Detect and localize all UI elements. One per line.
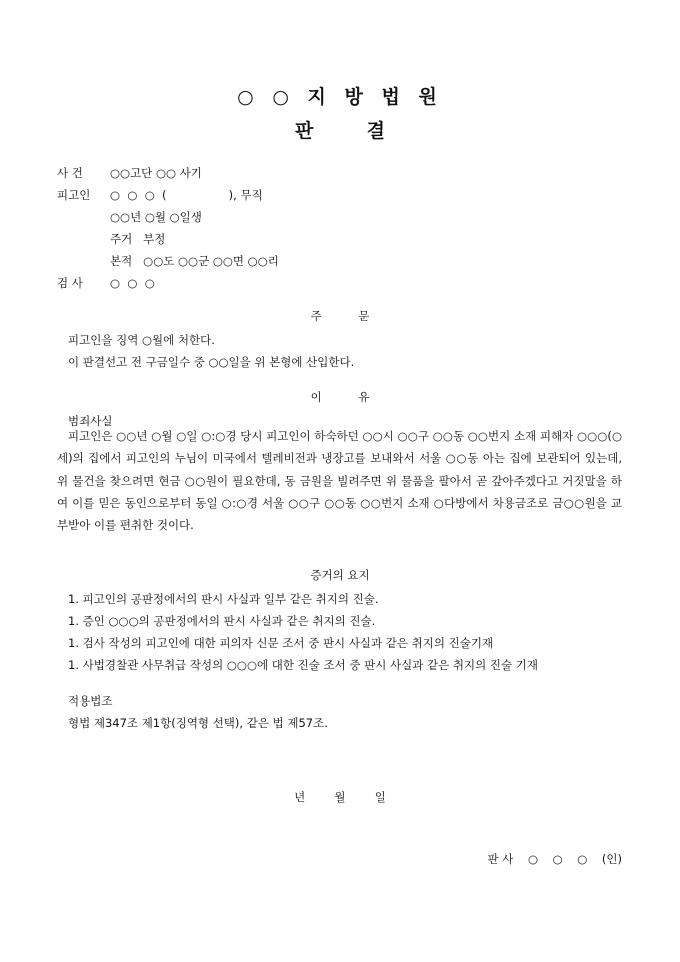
defendant-residence: 주거 부정 bbox=[110, 232, 166, 246]
document-type bbox=[0, 116, 680, 143]
judgment-date: 년 월 일 bbox=[294, 790, 386, 804]
evidence-item: 1. 증인 ○○○의 공판정에서의 판시 사실과 같은 취지의 진술. bbox=[68, 614, 376, 628]
evidence-item: 1. 사법경찰관 사무취급 작성의 ○○○에 대한 진술 조서 중 판시 사실과 같은 취지의 진술 기재 bbox=[68, 658, 538, 672]
judge-signature: 판 사 ○ ○ ○ (인) bbox=[487, 852, 622, 866]
defendant-domicile: 본적 ○○도 ○○군 ○○면 ○○리 bbox=[110, 254, 279, 268]
case-label: 사 건 bbox=[57, 166, 83, 180]
reasons-title: 이 유 bbox=[310, 390, 370, 404]
defendant-label: 피고인 bbox=[57, 188, 91, 202]
applicable-law-text: 형법 제347조 제1항(징역형 선택), 같은 법 제57조. bbox=[68, 716, 328, 730]
crime-facts-text: 피고인은 ○○년 ○월 ○일 ○:○경 당시 피고인이 하숙하던 ○○시 ○○구 ○○동 ○○번지 소재 피해자 ○○○(○세)의 집에서 피고인의 누님이 미국에서 텔레비전과 냉장고를 보내와서 서울 ○○동 아는 집에 보관되어 있는데, 위 물건을 찾으려면 현금 ○○원이 필요한데, 동 금원을 빌려주면 위 물품을 팔아서 곧 갚아주겠다고 거짓말을 하여 이를 믿은 동인으로부터 동일 ○:○경 서울 ○○구 ○○동 ○○번지 소재 ○다방에서 차용금조로 금○○원을 교부받아 이를 편취한 것이다. bbox=[57, 429, 622, 533]
disposition-title: 주 문 bbox=[310, 309, 370, 323]
crime-facts-heading: 범죄사실 bbox=[68, 414, 113, 428]
court-name: ○ ○ 지 방 법 원 bbox=[237, 86, 443, 108]
evidence-item: 1. 피고인의 공판정에서의 판시 사실과 일부 같은 취지의 진술. bbox=[68, 592, 379, 606]
defendant-birth: ○○년 ○월 ○일생 bbox=[110, 210, 202, 224]
document-type-right: 결 bbox=[366, 120, 385, 142]
defendant-value: ○ ○ ○ ( ), 무직 bbox=[110, 188, 263, 202]
prosecutor-label: 검 사 bbox=[57, 276, 83, 290]
prosecutor-value: ○ ○ ○ bbox=[110, 276, 155, 290]
disposition-line-1: 피고인을 징역 ○월에 처한다. bbox=[68, 333, 215, 347]
evidence-title: 증거의 요지 bbox=[310, 568, 370, 582]
case-value: ○○고단 ○○ 사기 bbox=[110, 166, 202, 180]
evidence-item: 1. 검사 작성의 피고인에 대한 피의자 신문 조서 중 판시 사실과 같은 취지의 진술기재 bbox=[68, 636, 494, 650]
disposition-line-2: 이 판결선고 전 구금일수 중 ○○일을 위 본형에 산입한다. bbox=[68, 355, 355, 369]
document-type-left: 판 bbox=[295, 120, 314, 142]
applicable-law-heading: 적용법조 bbox=[68, 694, 113, 708]
